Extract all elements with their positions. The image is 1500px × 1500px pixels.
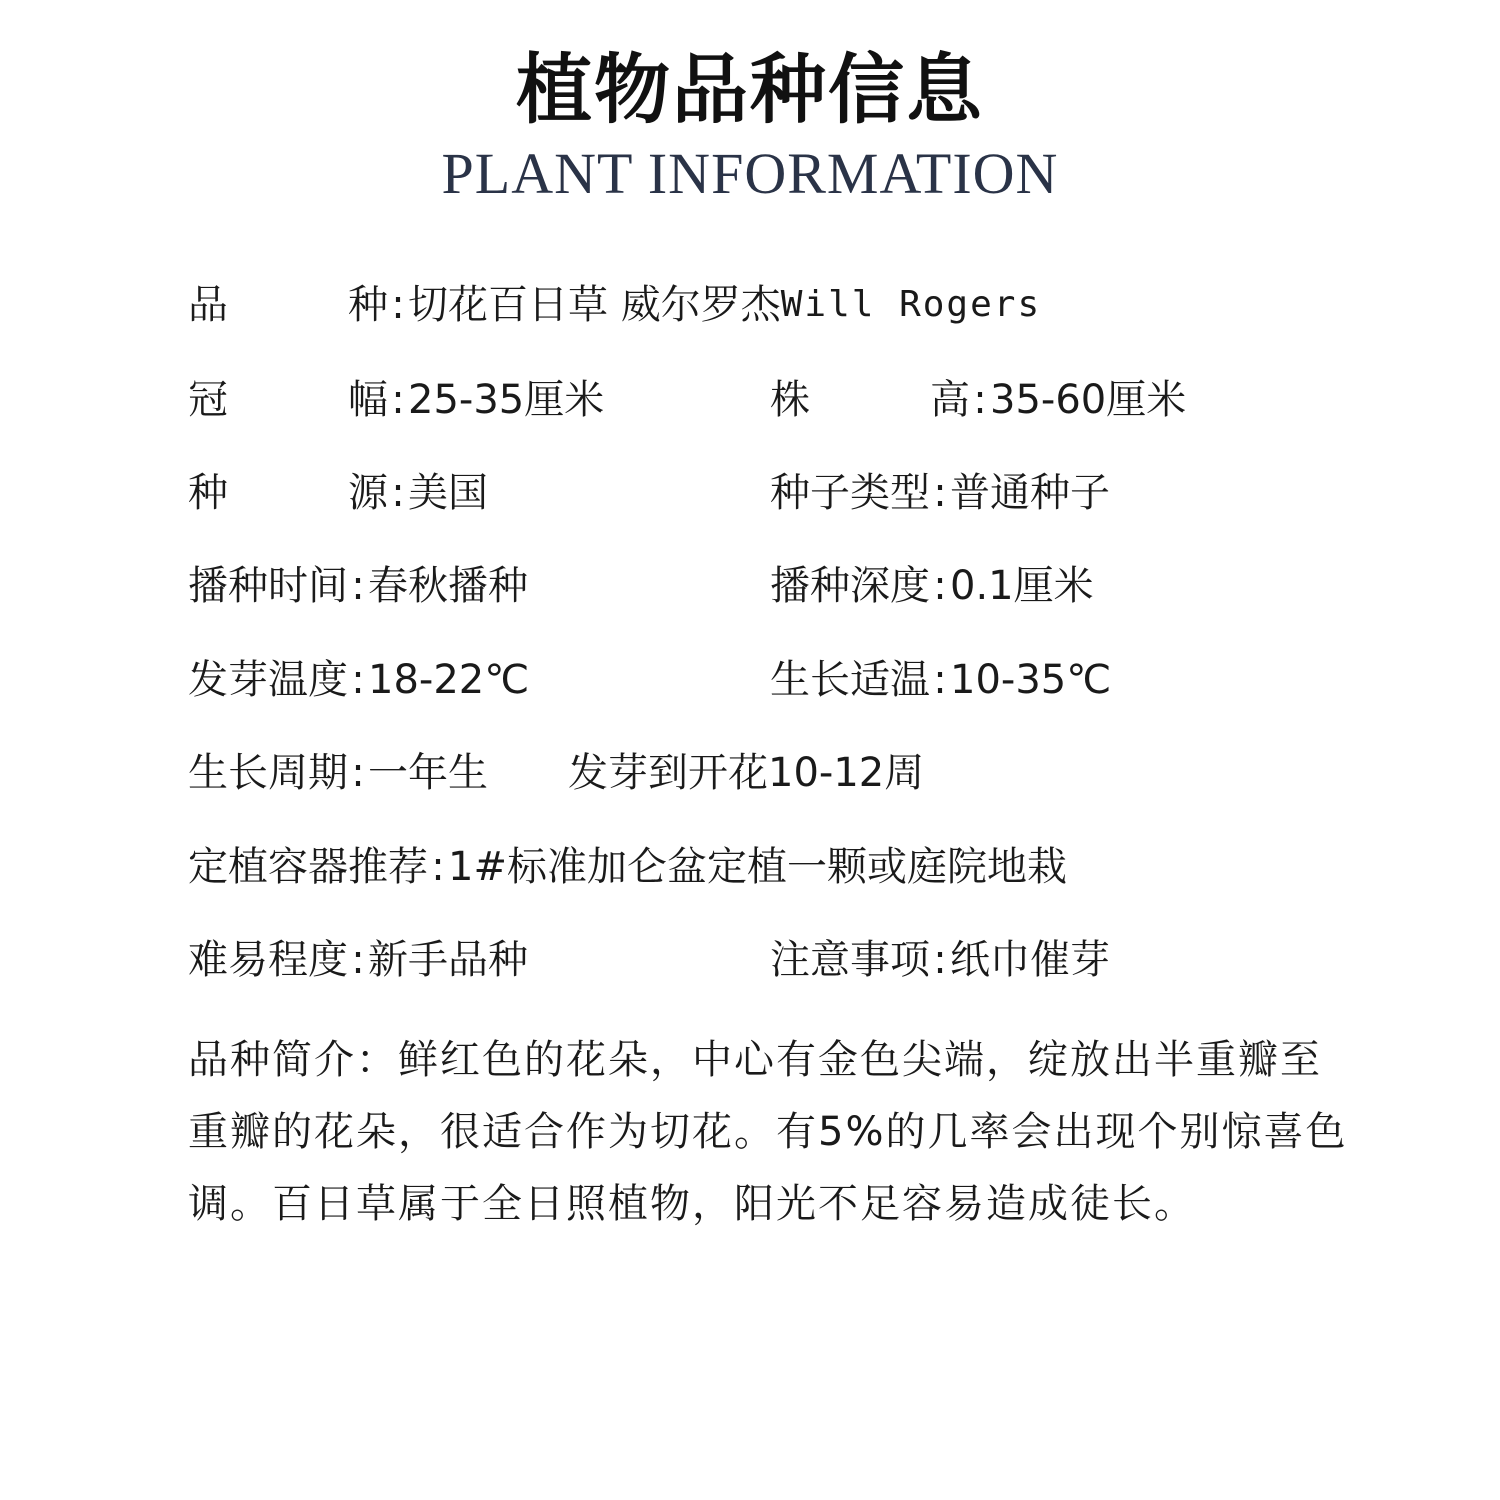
field-label: 生长适温 [770, 657, 930, 703]
field-seed-type: 种子类型:普通种子 [770, 470, 1110, 516]
field-label: 注意事项 [770, 937, 930, 983]
field-notes: 注意事项:纸巾催芽 [770, 937, 1110, 983]
field-value: 35-60厘米 [990, 377, 1187, 423]
field-label: 生长周期 [188, 750, 348, 796]
field-label: 种 源 [188, 470, 388, 516]
field-value: 10-35℃ [950, 657, 1112, 703]
field-growth-cycle: 生长周期:一年生 发芽到开花10-12周 [188, 750, 925, 796]
field-value: 普通种子 [950, 470, 1110, 516]
field-sowing-depth: 播种深度:0.1厘米 [770, 563, 1094, 609]
field-variety: 品 种 :切花百日草 威尔罗杰Will Rogers [188, 282, 1042, 328]
field-label: 冠 幅 [188, 377, 388, 423]
field-crown-width: 冠 幅 :25-35厘米 [188, 377, 605, 423]
page-title: 植物品种信息 [516, 45, 984, 134]
field-value: 纸巾催芽 [950, 937, 1110, 983]
variety-intro [188, 1024, 1348, 1240]
field-label: 难易程度 [188, 937, 348, 983]
field-germination-temp: 发芽温度:18-22℃ [188, 657, 530, 703]
field-label: 定植容器推荐 [188, 844, 428, 890]
intro-label: 品种简介： [188, 1037, 398, 1083]
field-value: 1#标准加仑盆定植一颗或庭院地栽 [448, 844, 1067, 890]
field-label: 发芽温度 [188, 657, 348, 703]
field-value: 25-35厘米 [408, 377, 605, 423]
field-container: 定植容器推荐:1#标准加仑盆定植一颗或庭院地栽 [188, 844, 1067, 890]
field-value: 18-22℃ [368, 657, 530, 703]
field-origin: 种 源 :美国 [188, 470, 488, 516]
field-sowing-time: 播种时间:春秋播种 [188, 563, 528, 609]
page-subtitle: PLANT INFORMATION [441, 141, 1059, 206]
field-plant-height: 株 高 :35-60厘米 [770, 377, 1187, 423]
field-label: 品 种 [188, 282, 388, 328]
field-value: 一年生 发芽到开花10-12周 [368, 750, 925, 796]
field-value: 0.1厘米 [950, 563, 1094, 609]
field-label: 种子类型 [770, 470, 930, 516]
field-value: 美国 [408, 470, 488, 516]
intro-text: 鲜红色的花朵，中心有金色尖端，绽放出半重瓣至重瓣的花朵，很适合作为切花。有5%的几率会出现个别惊喜色调。百日草属于全日照植物，阳光不足容易造成徒长。 [188, 1037, 1348, 1227]
field-label: 播种深度 [770, 563, 930, 609]
field-value: 新手品种 [368, 937, 528, 983]
field-value: 切花百日草 威尔罗杰 [408, 282, 781, 328]
field-label: 株 高 [770, 377, 970, 423]
field-label: 播种时间 [188, 563, 348, 609]
field-difficulty: 难易程度:新手品种 [188, 937, 528, 983]
field-value: 春秋播种 [368, 563, 528, 609]
field-value-latin: Will Rogers [780, 284, 1042, 325]
field-growth-temp: 生长适温:10-35℃ [770, 657, 1112, 703]
